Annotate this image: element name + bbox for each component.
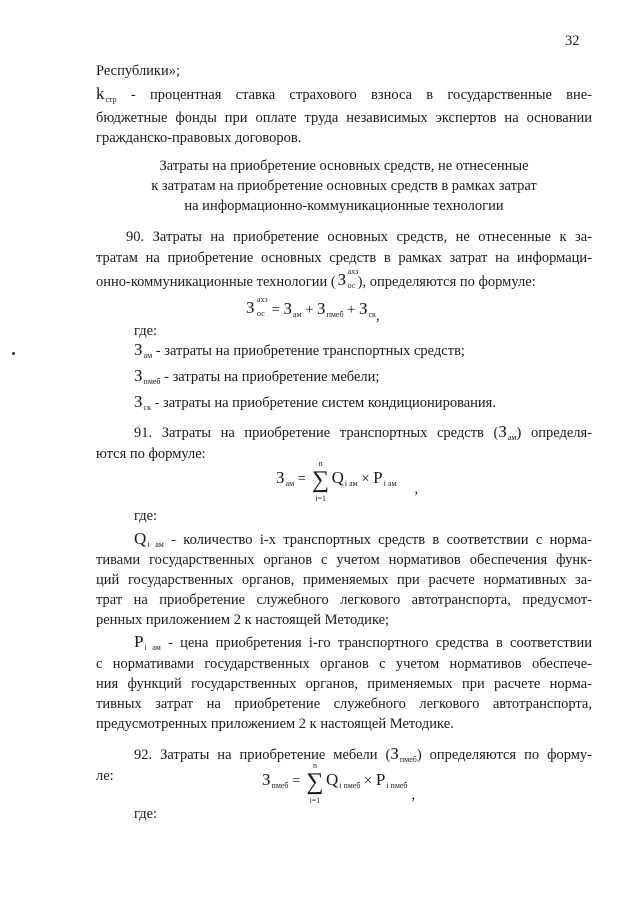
text-line: тивами государственных органов с учетом нормативов обеспечения функ- <box>96 552 592 568</box>
where-label: где: <box>134 806 158 822</box>
text-line: ренных приложением 2 к настоящей Методике; <box>96 612 390 628</box>
formula-91: $З_{ам}$ = n ∑ i=1 $Q_{i ам} \times P_{i ам}$ , <box>276 459 419 503</box>
definition-line: $З_{пмеб}$ - затраты на приобретение мебели; <box>134 366 380 386</box>
section-heading-line: на информационно-коммуникационные технологии <box>184 198 504 214</box>
text-line: тивных затрат на приобретение служебного легкового автотранспорта, <box>96 696 592 712</box>
page-number: 32 <box>565 33 580 49</box>
formula-92: $З_{пмеб}$ = n ∑ i=1 $Q_{i пмеб} \times P_{i пмеб}$, <box>262 761 416 805</box>
text-line: 90. Затраты на приобретение основных средств, не отнесенные к за- <box>126 229 592 245</box>
text-line: ния функций государственных органов, применяемых при расчете норма- <box>96 676 592 692</box>
section-heading-line: к затратам на приобретение основных средств в рамках затрат <box>151 178 537 194</box>
text-line: гражданско-правовых договоров. <box>96 130 302 146</box>
text-line: 91. Затраты на приобретение транспортных средств $(З_{ам})$ определя- <box>134 422 592 442</box>
formula-90: З ахз ос = $З_{ам} + З_{пмеб} + З_{ск}$, <box>246 295 380 324</box>
k-definition-line: $k_{стр}$ - процентная ставка страхового взноса в государственные вне- <box>96 84 592 104</box>
text-line: Республики»; <box>96 63 181 79</box>
margin-dot <box>12 352 15 355</box>
text-line: ций государственных органов, применяемых при расчете нормативных за- <box>96 572 592 588</box>
text-line: 92. Затраты на приобретение мебели $(З_{пмеб})$ определяются по форму- <box>134 744 592 764</box>
definition-line: $Q_{i ам}$ - количество i-х транспортных средств в соответствии с норма- <box>134 529 592 549</box>
text-line: ле: <box>96 768 114 784</box>
text-line: с нормативами государственных органов с учетом нормативов обеспече- <box>96 656 592 672</box>
text-line: онно-коммуникационные технологии ( З ахз ос ), определяются по формуле: <box>96 268 592 294</box>
text-line: тратам на приобретение основных средств в рамках затрат на информаци- <box>96 250 592 266</box>
where-label: где: <box>134 323 158 339</box>
text-line: бюджетные фонды при оплате труда независимых экспертов на основании <box>96 110 592 126</box>
where-label: где: <box>134 508 158 524</box>
definition-line: $P_{i ам}$ - цена приобретения i-го транспортного средства в соответствии <box>134 632 592 652</box>
definition-line: $З_{ск}$ - затраты на приобретение систем кондиционирования. <box>134 392 496 412</box>
text-line: трат на приобретение служебного легкового автотранспорта, предусмот- <box>96 592 592 608</box>
inline-symbol: З ахз ос <box>337 267 359 290</box>
definition-line: $З_{ам}$ - затраты на приобретение транспортных средств; <box>134 340 465 360</box>
section-heading-line: Затраты на приобретение основных средств, не отнесенные <box>159 158 529 174</box>
text-line: предусмотренных приложением 2 к настоящей Методике. <box>96 716 454 732</box>
k-symbol: k <box>96 84 105 103</box>
text-line: ются по формуле: <box>96 446 206 462</box>
